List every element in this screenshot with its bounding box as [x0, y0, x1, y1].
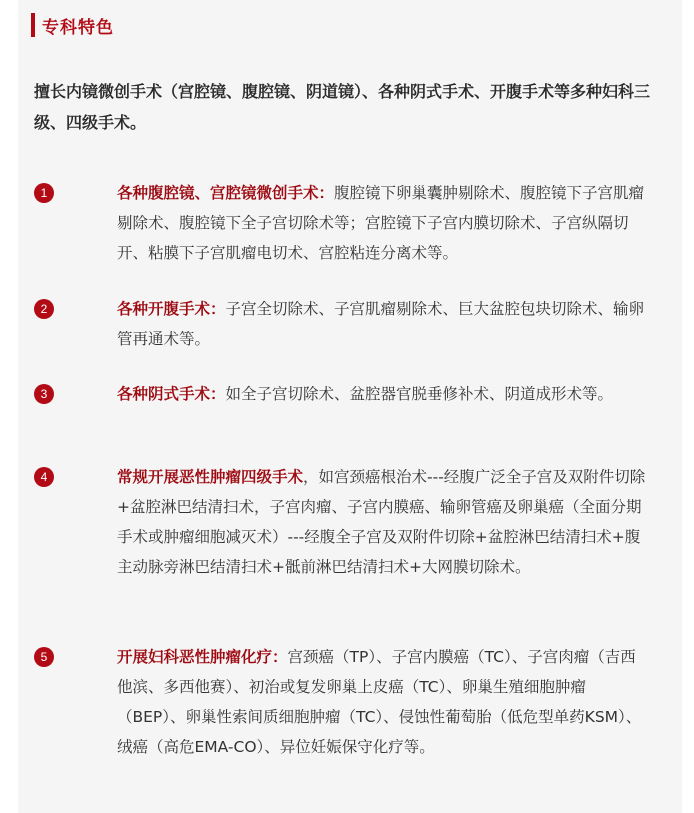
item-number-badge: 1: [34, 183, 54, 203]
item-body: 宫颈癌（TP）、子宫内膜癌（TC）、子宫肉瘤（吉西他滨、多西他赛）、初治或复发卵巢上皮癌（TC）、卵巢生殖细胞肿瘤（BEP）、卵巢性索间质细胞肿瘤（TC）、侵蚀性葡萄胎（低危型单药KSM）、绒癌（高危EMA-CO）、异位妊娠保守化疗等。: [117, 648, 642, 756]
item-heading: 各种开腹手术：: [117, 300, 226, 318]
item-number-badge: 2: [34, 299, 54, 319]
item-text: [117, 642, 647, 762]
item-text: [117, 178, 647, 268]
item-text: [117, 379, 647, 409]
item-number-badge: 5: [34, 647, 54, 667]
item-body: ，如宫颈癌根治术---经腹广泛全子宫及双附件切除+盆腔淋巴结清扫术，子宫肉瘤、子宫内膜癌、输卵管癌及卵巢癌（全面分期手术或肿瘤细胞减灭术）---经腹全子宫及双附件切除+盆腔淋巴结清扫术+腹主动脉旁淋巴结清扫术+骶前淋巴结清扫术+大网膜切除术。: [117, 468, 646, 576]
section-title: 专科特色: [42, 17, 114, 38]
section-header: [31, 12, 114, 38]
section-accent-bar: [31, 13, 35, 37]
item-heading: 各种腹腔镜、宫腔镜微创手术：: [117, 184, 335, 202]
intro-paragraph: 擅长内镜微创手术（宫腔镜、腹腔镜、阴道镜）、各种阴式手术、开腹手术等多种妇科三级、四级手术。: [34, 82, 651, 132]
item-heading: 开展妇科恶性肿瘤化疗：: [117, 648, 288, 666]
item-body: 腹腔镜下卵巢囊肿剔除术、腹腔镜下子宫肌瘤剔除术、腹腔镜下全子宫切除术等；宫腔镜下子宫内膜切除术、子宫纵隔切开、粘膜下子宫肌瘤电切术、宫腔粘连分离术等。: [117, 184, 645, 262]
item-body: 子宫全切除术、子宫肌瘤剔除术、巨大盆腔包块切除术、输卵管再通术等。: [117, 300, 645, 348]
item-body: 如全子宫切除术、盆腔器官脱垂修补术、阴道成形术等。: [225, 385, 614, 403]
item-number-badge: 4: [34, 467, 54, 487]
item-heading: 常规开展恶性肿瘤四级手术: [117, 468, 304, 486]
item-text: [117, 294, 647, 354]
item-heading: 各种阴式手术：: [117, 385, 226, 403]
item-number-badge: 3: [34, 384, 54, 404]
item-text: [117, 462, 647, 582]
